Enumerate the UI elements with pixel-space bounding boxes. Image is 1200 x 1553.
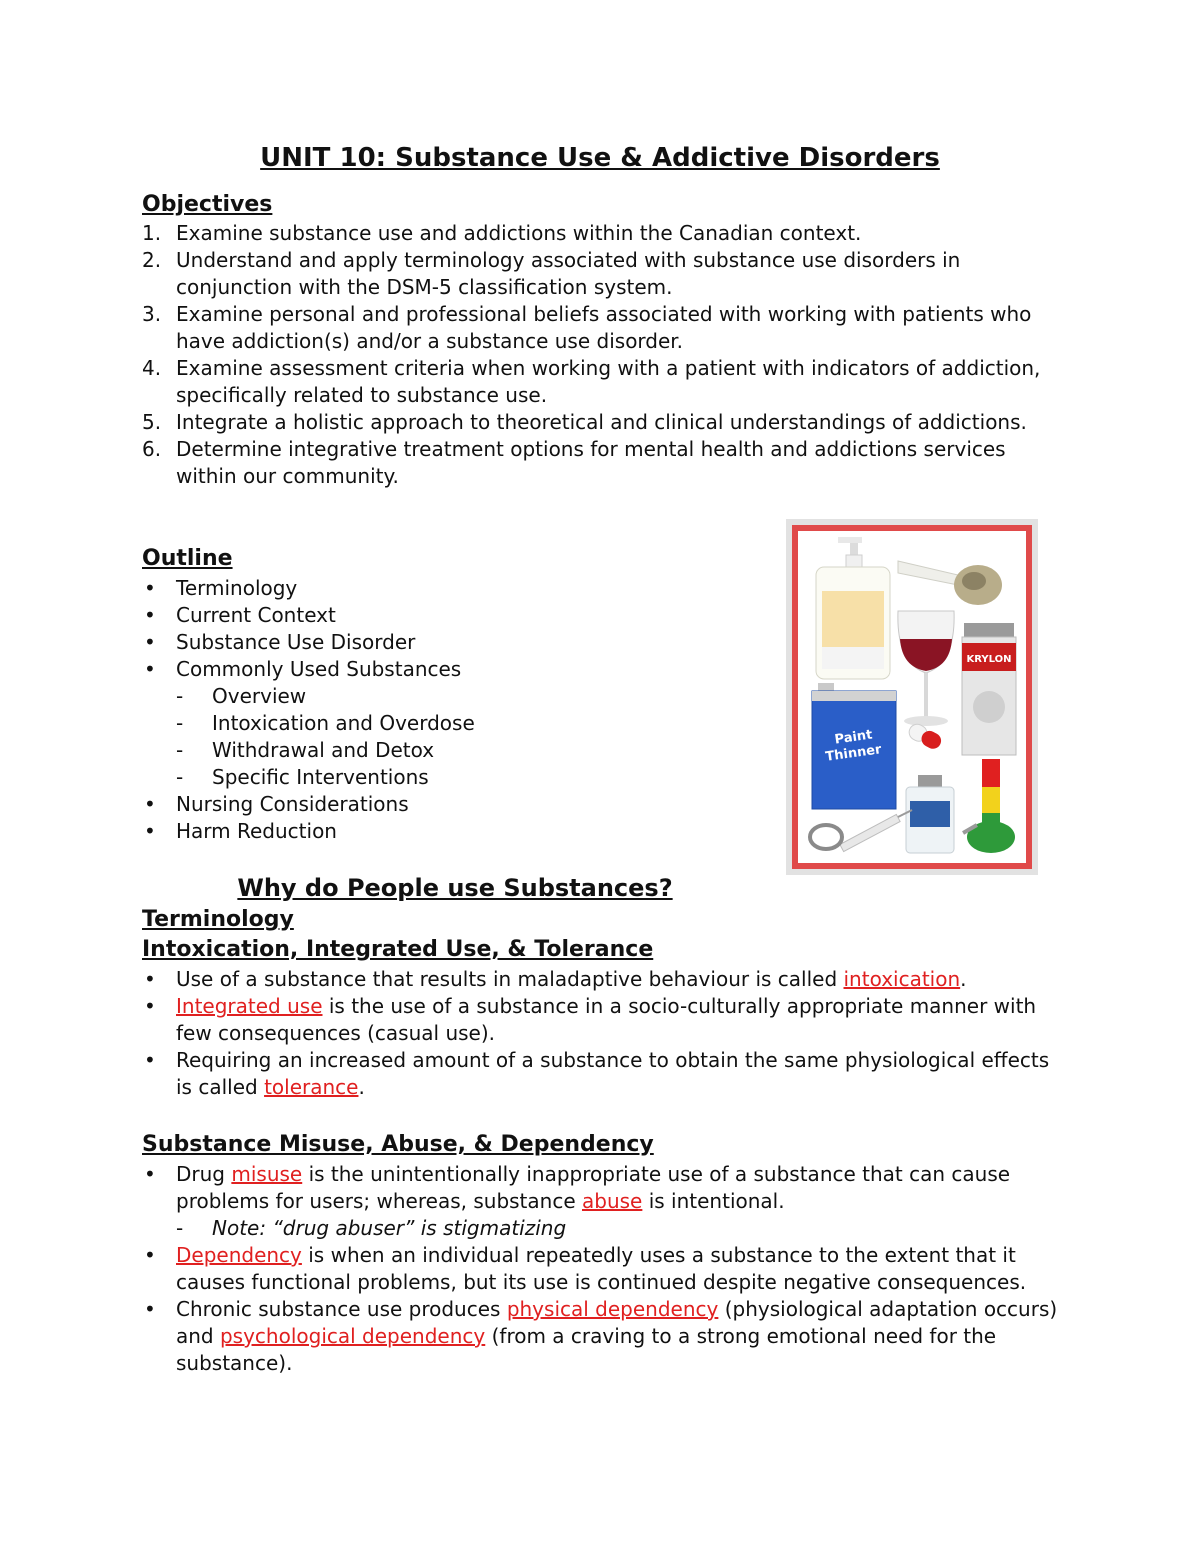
substances-image-frame <box>792 525 1032 869</box>
list-item: • Current Context <box>144 603 336 627</box>
syringe-icon <box>810 810 912 852</box>
list-item: • Chronic substance use produces physical dependency (physiological adaptation occurs) and psychological dependency (from a craving to a strong emotional need for the substance). <box>144 1297 1058 1375</box>
svg-text:Thinner: Thinner <box>824 742 883 765</box>
substances-illustration <box>798 531 1026 863</box>
list-item: 2. Understand and apply terminology associated with substance use disorders in conjunction with the DSM-5 classification system. <box>142 248 961 299</box>
list-item: • Integrated use is the use of a substance in a socio-culturally appropriate manner with few consequences (casual use). <box>144 994 1037 1045</box>
list-item: • Nursing Considerations <box>144 792 409 816</box>
list-subitem: - Intoxication and Overdose <box>176 711 475 735</box>
term-physical-dependency: physical dependency <box>506 1297 719 1321</box>
list-subitem: - Specific Interventions <box>176 765 429 789</box>
list-item: • Terminology <box>144 576 298 600</box>
bong-icon <box>962 759 1015 853</box>
intoxication-list <box>142 966 1062 1101</box>
list-item: 4. Examine assessment criteria when working with a patient with indicators of addiction, specifically related to substance use. <box>142 356 1041 407</box>
substances-image <box>786 519 1038 875</box>
svg-text:KRYLON: KRYLON <box>966 654 1012 665</box>
list-item: 6. Determine integrative treatment options for mental health and addictions services within our community. <box>142 437 1006 488</box>
pipe-icon <box>898 561 1002 605</box>
term-tolerance: tolerance <box>264 1075 359 1099</box>
list-item: 3. Examine personal and professional beliefs associated with working with patients who have addiction(s) and/or a substance use disorder. <box>142 302 1032 353</box>
list-item: 1. Examine substance use and addictions within the Canadian context. <box>142 221 862 245</box>
term-misuse: misuse <box>231 1162 303 1186</box>
list-item: • Commonly Used Substances <box>144 657 462 681</box>
wine-glass-icon <box>898 611 954 726</box>
intoxication-heading: Intoxication, Integrated Use, & Tolerance <box>142 937 654 962</box>
term-intoxication: intoxication <box>843 967 961 991</box>
objectives-list <box>142 220 1062 490</box>
list-item: • Dependency is when an individual repeatedly uses a substance to the extent that it causes functional problems, but its use is continued despite negative consequences. <box>144 1243 1027 1294</box>
pump-bottle-icon <box>816 537 890 679</box>
list-item: • Drug misuse is the unintentionally inappropriate use of a substance that can cause problems for users; whereas, substance abuse is intentional. <box>144 1162 1011 1213</box>
list-subitem: - Overview <box>176 684 307 708</box>
terminology-heading: Terminology <box>142 907 294 932</box>
list-subitem: - Note: “drug abuser” is stigmatizing <box>176 1216 567 1240</box>
why-heading: Why do People use Substances? <box>237 874 673 902</box>
term-integrated-use: Integrated use <box>176 994 323 1018</box>
list-item: • Requiring an increased amount of a substance to obtain the same physiological effects is called tolerance. <box>144 1048 1050 1099</box>
term-dependency: Dependency <box>176 1243 302 1267</box>
list-item: • Use of a substance that results in maladaptive behaviour is called intoxication. <box>144 967 967 991</box>
outline-list <box>142 575 742 845</box>
objectives-heading: Objectives <box>142 192 273 217</box>
misuse-list <box>142 1161 1062 1377</box>
svg-text:Paint: Paint <box>833 727 874 748</box>
list-item: 5. Integrate a holistic approach to theoretical and clinical understandings of addictions. <box>142 410 1027 434</box>
term-abuse: abuse <box>582 1189 643 1213</box>
spray-can-icon <box>962 623 1016 755</box>
paint-thinner-can-icon <box>812 683 896 809</box>
outline-heading: Outline <box>142 546 233 571</box>
capsule-icon <box>906 721 944 751</box>
page-title: UNIT 10: Substance Use & Addictive Disorders <box>260 143 940 173</box>
misuse-heading: Substance Misuse, Abuse, & Dependency <box>142 1132 654 1157</box>
stigma-note: Note: “drug abuser” is stigmatizing <box>212 1216 567 1240</box>
list-item: • Substance Use Disorder <box>144 630 416 654</box>
vial-icon <box>906 775 954 853</box>
list-item: • Harm Reduction <box>144 819 337 843</box>
term-psychological-dependency: psychological dependency <box>219 1324 486 1348</box>
list-subitem: - Withdrawal and Detox <box>176 738 435 762</box>
